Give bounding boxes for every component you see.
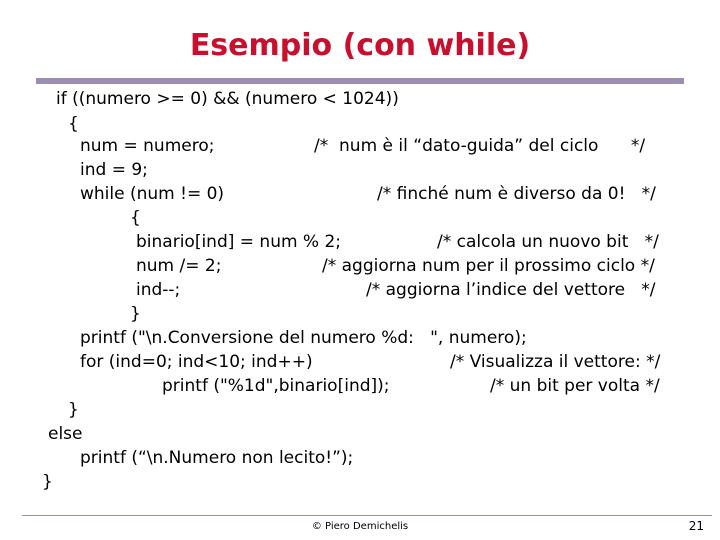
code-line: printf ("%1d",binario[ind]); xyxy=(162,376,390,396)
page-number: 21 xyxy=(688,519,704,533)
slide-title: Esempio (con while) xyxy=(189,28,531,63)
code-line: while (num != 0) xyxy=(80,184,225,204)
code-line: ind = 9; xyxy=(80,160,148,180)
code-comment: /* calcola un nuovo bit */ xyxy=(437,232,659,252)
code-line: ind--; xyxy=(136,280,181,300)
code-line: { xyxy=(130,208,141,228)
code-line: printf (“\n.Numero non lecito!”); xyxy=(80,448,354,468)
code-line: binario[ind] = num % 2; xyxy=(136,232,342,252)
code-line: printf ("\n.Conversione del numero %d: ", numero); xyxy=(80,328,527,348)
code-comment: /* Visualizza il vettore: */ xyxy=(450,352,661,372)
code-comment: /* aggiorna l’indice del vettore */ xyxy=(366,280,656,300)
code-comment: /* num è il “dato-guida” del ciclo */ xyxy=(314,136,646,156)
code-line: { xyxy=(68,114,79,134)
code-line: } xyxy=(68,400,79,420)
code-line: if ((numero >= 0) && (numero < 1024)) xyxy=(56,89,399,109)
code-line: } xyxy=(42,472,53,492)
footer-divider xyxy=(22,515,712,516)
code-comment: /* aggiorna num per il prossimo ciclo */ xyxy=(322,256,655,276)
code-line: } xyxy=(130,304,141,324)
code-comment: /* finché num è diverso da 0! */ xyxy=(377,184,656,204)
code-line: else xyxy=(48,424,83,444)
code-comment: /* un bit per volta */ xyxy=(490,376,660,396)
footer-copyright: © Piero Demichelis xyxy=(311,521,409,532)
code-line: num = numero; xyxy=(80,136,215,156)
code-line: for (ind=0; ind<10; ind++) xyxy=(80,352,313,372)
code-line: num /= 2; xyxy=(136,256,222,276)
